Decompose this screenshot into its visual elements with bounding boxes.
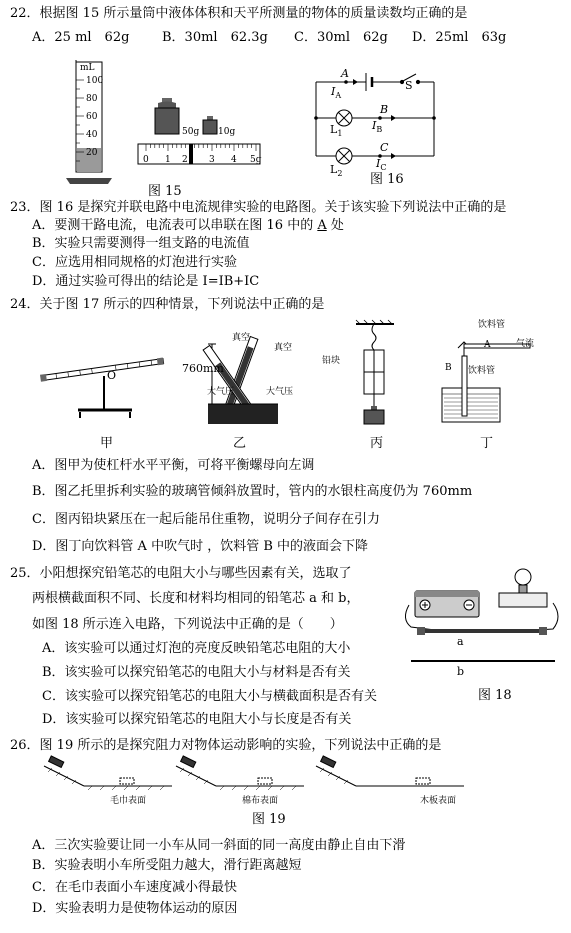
q25-stem-line-2: 两根横截面积不同、长度和材料均相同的铅笔芯 a 和 b， — [32, 591, 360, 606]
surface-wood-label: 木板表面 — [420, 796, 457, 806]
circuit-current-ia: $I_A$ — [331, 85, 342, 101]
q25-stem-line-1: 25．小阳想探究铅笔芯的电阻大小与哪些因素有关，选取了 — [10, 566, 352, 581]
q23-option-c: C．应选用相同规格的灯泡进行实验 — [32, 255, 237, 270]
cylinder-tick-80: 80 — [86, 94, 98, 104]
lever-pivot-o: O — [107, 369, 117, 382]
cylinder-unit: mL — [80, 63, 95, 73]
lamp-l1-label: $L_1$ — [330, 123, 343, 139]
scale-tick-5g: 5g — [250, 155, 262, 165]
scale-tick-1: 1 — [165, 155, 171, 165]
q25-option-c: C．该实验可以探究铅笔芯的电阻大小与横截面积是否有关 — [42, 689, 377, 704]
circuit-point-a: A — [341, 67, 349, 80]
circuit-point-c: C — [380, 141, 389, 154]
q23-option-b: B．实验只需要测得一组支路的电流值 — [32, 236, 250, 251]
circuit-current-ib: $I_B$ — [372, 119, 383, 135]
q26-stem: 26．图 19 所示的是探究阻力对物体运动影响的实验，下列说法中正确的是 — [10, 738, 442, 753]
q22-option-d: D．25ml 63g — [412, 30, 507, 45]
scale-tick-2: 2 — [182, 155, 188, 165]
q23-option-d: D．通过实验可得出的结论是 I=IB+IC — [32, 274, 260, 289]
straw-label-2: 饮料管 — [468, 366, 496, 376]
pencil-lead-a-label: a — [457, 635, 464, 648]
figure-17-straws — [438, 330, 558, 425]
q26-option-d: D．实验表明力是使物体运动的原因 — [32, 901, 238, 916]
q23-stem: 23．图 16 是探究并联电路中电流规律实验的电路图。关于该实验下列说法中正确的是 — [10, 200, 507, 215]
figure-17-label-ding: 丁 — [480, 436, 494, 451]
q22-option-b: B．30ml 62.3g — [162, 30, 268, 45]
q22-stem: 22．根据图 15 所示量筒中液体体积和天平所测量的物体的质量读数均正确的是 — [10, 6, 468, 21]
weight-50g: 50g — [182, 127, 200, 137]
q24-option-c: C．图丙铅块紧压在一起后能吊住重物，说明分子间存在引力 — [32, 512, 380, 527]
cylinder-tick-100: 100 — [86, 76, 104, 86]
scale-tick-4: 4 — [231, 155, 237, 165]
circuit-switch-s: S — [405, 79, 413, 92]
pencil-lead-b-label: b — [457, 665, 465, 678]
figure-16-caption: 图 16 — [370, 172, 404, 187]
figure-17-lead-blocks — [350, 320, 400, 430]
figure-17-label-yi: 乙 — [233, 436, 247, 451]
figure-18-pencil-lead-circuit — [403, 565, 563, 677]
cylinder-tick-40: 40 — [86, 130, 98, 140]
figure-18-caption: 图 18 — [478, 688, 512, 703]
figure-19-ramp-2 — [176, 760, 306, 796]
q23-option-a: A．要测干路电流，电流表可以串联在图 16 中的 A 处 — [32, 218, 344, 233]
straw-a-label: A — [484, 340, 491, 350]
figure-19-ramp-3 — [316, 760, 466, 796]
q25-option-b: B．该实验可以探究铅笔芯的电阻大小与材料是否有关 — [42, 665, 351, 680]
figure-15-caption: 图 15 — [148, 184, 182, 199]
figure-19-ramp-1 — [44, 760, 174, 796]
q22-option-c: C．30ml 62g — [294, 30, 388, 45]
q24-option-a: A．图甲为使杠杆水平平衡，可将平衡螺母向左调 — [32, 458, 315, 473]
q25-stem-line-3: 如图 18 所示连入电路，下列说法中正确的是（ ） — [32, 617, 343, 632]
vacuum-label-1: 真空 — [232, 333, 251, 343]
straw-b-label: B — [445, 363, 452, 373]
circuit-current-ic: $I_C$ — [376, 157, 387, 173]
q24-option-b: B．图乙托里拆利实验的玻璃管倾斜放置时，管内的水银柱高度仍为 760mm — [32, 484, 473, 499]
vacuum-label-2: 真空 — [274, 343, 293, 353]
lead-block-label: 铅块 — [322, 356, 341, 366]
weight-10g: 10g — [218, 127, 236, 137]
q25-option-a: A．该实验可以通过灯泡的亮度反映铅笔芯电阻的大小 — [42, 641, 351, 656]
q24-stem: 24．关于图 17 所示的四种情景，下列说法中正确的是 — [10, 297, 325, 312]
lamp-l2-label: $L_2$ — [330, 163, 343, 179]
q26-option-a: A．三次实验要让同一小车从同一斜面的同一高度由静止自由下滑 — [32, 838, 406, 853]
q26-option-b: B．实验表明小车所受阻力越大，滑行距离越短 — [32, 858, 302, 873]
airflow-label: 气流 — [516, 339, 535, 349]
height-760mm-label: 760mm — [182, 362, 224, 375]
surface-cotton-label: 棉布表面 — [242, 796, 279, 806]
q26-option-c: C．在毛巾表面小车速度减小得最快 — [32, 880, 237, 895]
q25-option-d: D．该实验可以探究铅笔芯的电阻大小与长度是否有关 — [42, 712, 352, 727]
scale-tick-0: 0 — [143, 155, 149, 165]
atm-pressure-label-2: 大气压 — [266, 387, 294, 397]
q24-option-d: D．图丁向饮料管 A 中吹气时 ，饮料管 B 中的液面会下降 — [32, 539, 369, 554]
figure-19-caption: 图 19 — [252, 812, 286, 827]
straw-label-1: 饮料管 — [478, 320, 506, 330]
figure-15-scale-ruler — [138, 144, 263, 166]
atm-pressure-label-1: 大气压 — [207, 387, 235, 397]
figure-17-label-bing: 丙 — [370, 436, 384, 451]
q22-option-a: A．25 ml 62g — [32, 30, 130, 45]
cylinder-tick-20: 20 — [86, 148, 98, 158]
scale-tick-3: 3 — [209, 155, 215, 165]
circuit-point-b: B — [380, 103, 389, 116]
figure-17-label-jia: 甲 — [100, 436, 114, 451]
surface-towel-label: 毛巾表面 — [110, 796, 147, 806]
cylinder-tick-60: 60 — [86, 112, 98, 122]
